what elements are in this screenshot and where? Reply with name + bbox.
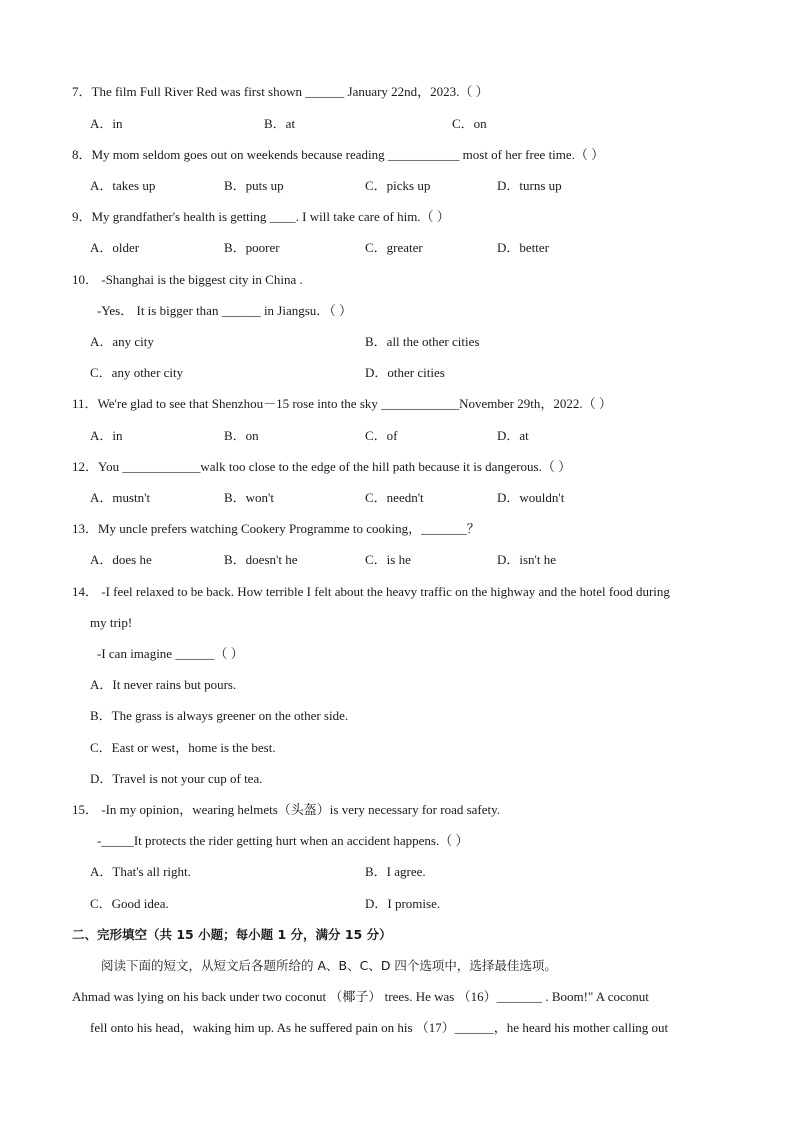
question-9-stem: 9．My grandfather's health is getting ____. I will take care of him.（ ） [72,209,450,224]
q9-option-a: A．older [90,240,140,255]
q10-option-a: A．any city [90,334,154,349]
q11-option-c: C．of [365,428,398,443]
q7-option-c: C．on [452,116,487,131]
q11-option-a: A．in [90,428,123,443]
q13-option-b: B．doesn't he [224,552,298,567]
q9-option-d: D．better [497,240,549,255]
q15-option-a: A．That's all right. [90,864,191,879]
question-15-stem: 15． -In my opinion，wearing helmets（头盔）is very necessary for road safety. [72,802,501,817]
question-12-stem: 12．You ____________walk too close to the edge of the hill path because it is dangerous.（ ） [72,459,572,474]
question-7-stem: 7．The film Full River Red was first shown ______ January 22nd，2023.（ ） [72,84,489,99]
passage-line-2: fell onto his head，waking him up. As he suffered pain on his （17）______，he heard his mother calling out [90,1020,669,1035]
question-8-stem: 8．My mom seldom goes out on weekends because reading ___________ most of her free time.（ ） [72,147,605,162]
question-10-reply: -Yes． It is bigger than ______ in Jiangsu．（ ） [97,303,353,318]
q13-option-d: D．isn't he [497,552,557,567]
q10-option-c: C．any other city [90,365,184,380]
question-14-reply: -I can imagine ______（ ） [97,646,244,661]
q7-option-b: B．at [264,116,296,131]
q10-option-b: B．all the other cities [365,334,480,349]
q11-option-d: D．at [497,428,529,443]
question-11-stem: 11．We're glad to see that Shenzhou－15 rose into the sky ____________November 29th，2022.（ ） [72,396,612,411]
q7-option-a: A．in [90,116,123,131]
section-2-instruction: 阅读下面的短文，从短文后各题所给的 A、B、C、D 四个选项中，选择最佳选项。 [101,958,557,973]
question-14-stem-continued: my trip! [90,615,133,630]
q15-option-d: D．I promise. [365,896,441,911]
question-13-stem: 13．My uncle prefers watching Cookery Programme to cooking，_______？ [72,521,480,536]
q14-option-a: A．It never rains but pours. [90,677,237,692]
question-15-reply: -_____It protects the rider getting hurt when an accident happens.（ ） [97,833,469,848]
question-10-stem: 10． -Shanghai is the biggest city in China . [72,272,303,287]
q12-option-c: C．needn't [365,490,424,505]
q14-option-d: D．Travel is not your cup of tea. [90,771,263,786]
q8-option-b: B．puts up [224,178,284,193]
q13-option-c: C．is he [365,552,411,567]
question-14-stem: 14． -I feel relaxed to be back. How terrible I felt about the heavy traffic on the highway and the hotel food during [72,584,670,599]
q15-option-b: B．I agree. [365,864,426,879]
q9-option-b: B．poorer [224,240,280,255]
q12-option-d: D．wouldn't [497,490,565,505]
q12-option-b: B．won't [224,490,275,505]
passage-line-1: Ahmad was lying on his back under two coconut （椰子） trees. He was （16）_______ . Boom!" A coconut [72,989,649,1004]
q12-option-a: A．mustn't [90,490,151,505]
q8-option-a: A．takes up [90,178,156,193]
q13-option-a: A．does he [90,552,152,567]
q9-option-c: C．greater [365,240,423,255]
q10-option-d: D．other cities [365,365,445,380]
q8-option-c: C．picks up [365,178,431,193]
q14-option-b: B．The grass is always greener on the other side. [90,708,349,723]
q8-option-d: D．turns up [497,178,562,193]
section-2-title: 二、完形填空（共 15 小题；每小题 1 分，满分 15 分） [72,927,392,942]
q11-option-b: B．on [224,428,259,443]
q15-option-c: C．Good idea. [90,896,169,911]
q14-option-c: C．East or west，home is the best. [90,740,276,755]
